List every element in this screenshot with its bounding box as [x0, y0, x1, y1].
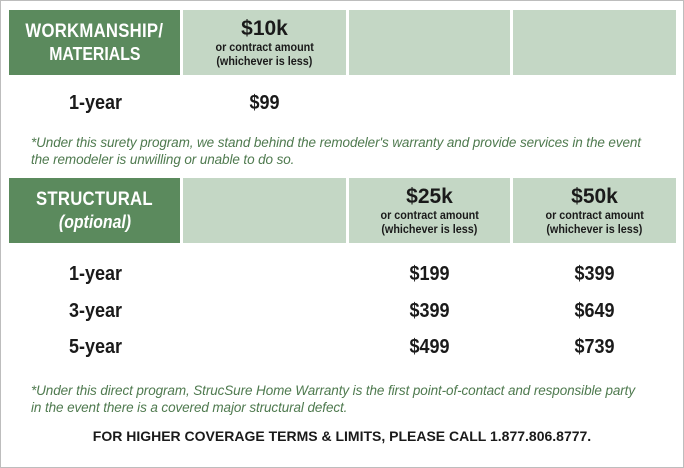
workmanship-col1-sub1: or contract amount — [215, 40, 314, 54]
workmanship-column-10k — [183, 10, 346, 75]
structural-column-25k — [349, 178, 510, 243]
structural-header — [9, 178, 180, 243]
structural-row-price-25k: $399 — [409, 300, 450, 322]
structural-row-price-25k: $499 — [409, 336, 450, 358]
workmanship-col1-sub2: (whichever is less) — [216, 54, 313, 68]
workmanship-col1-amount: $10k — [241, 17, 288, 40]
structural-title-line2: (optional) — [58, 211, 131, 232]
structural-column-empty — [183, 178, 346, 243]
structural-col2-sub2: (whichever is less) — [546, 222, 643, 236]
structural-col1-sub2: (whichever is less) — [381, 222, 478, 236]
workmanship-column-empty-1 — [349, 10, 510, 75]
structural-col1-sub1: or contract amount — [380, 208, 479, 222]
structural-title-line1: STRUCTURAL — [36, 188, 153, 210]
workmanship-column-empty-2 — [513, 10, 676, 75]
workmanship-note-line1: *Under this surety program, we stand behind the remodeler's warranty and provide services in the event — [31, 135, 641, 150]
coverage-contact-footer: FOR HIGHER COVERAGE TERMS & LIMITS, PLEASE CALL 1.877.806.8777. — [92, 428, 592, 444]
structural-row-price-50k: $649 — [574, 300, 615, 322]
structural-col2-amount: $50k — [571, 185, 618, 208]
structural-row-label: 3-year — [69, 300, 123, 322]
structural-row-price-50k: $399 — [574, 263, 615, 285]
workmanship-title-line1: WORKMANSHIP/ — [25, 20, 164, 42]
workmanship-title-line2: MATERIALS — [48, 43, 141, 64]
structural-row-label: 5-year — [69, 336, 123, 358]
structural-row-price-25k: $199 — [409, 263, 450, 285]
structural-row-price-50k: $739 — [574, 336, 615, 358]
structural-note-line1: *Under this direct program, StrucSure Home Warranty is the first point-of-contact and responsible party — [31, 383, 635, 398]
structural-note-line2: in the event there is a covered major structural defect. — [31, 400, 348, 415]
workmanship-note-line2: the remodeler is unwilling or unable to do so. — [31, 152, 295, 167]
structural-row-label: 1-year — [69, 263, 123, 285]
workmanship-note — [31, 134, 671, 168]
structural-column-50k — [513, 178, 676, 243]
workmanship-row-price: $99 — [249, 92, 280, 114]
structural-col2-sub1: or contract amount — [545, 208, 644, 222]
structural-note — [31, 382, 671, 416]
workmanship-header — [9, 10, 180, 75]
workmanship-row-label: 1-year — [69, 92, 123, 114]
structural-col1-amount: $25k — [406, 185, 453, 208]
